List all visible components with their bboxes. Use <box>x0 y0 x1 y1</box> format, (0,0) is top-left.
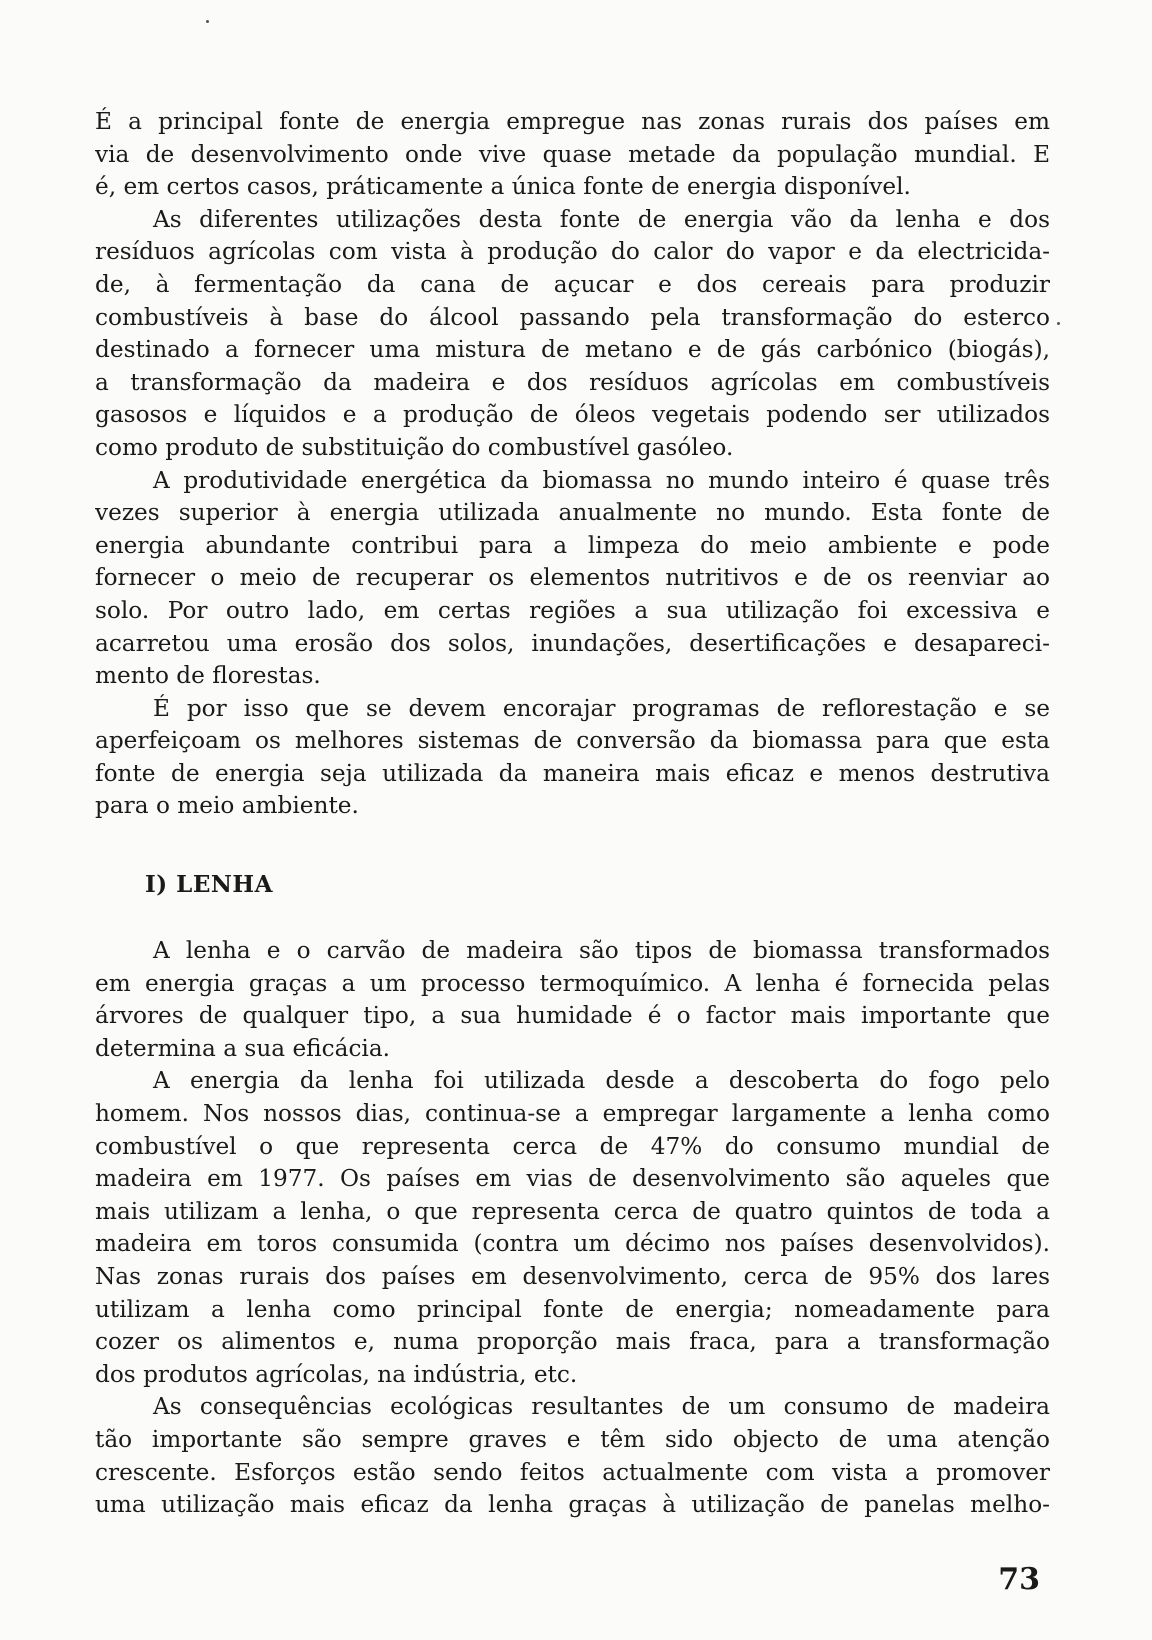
text-line: de, à fermentação da cana de açucar e dos cereais para produzir <box>95 270 1050 298</box>
text-line: combustível o que representa cerca de 47% do consumo mundial de <box>95 1132 1050 1160</box>
text-line: É por isso que se devem encorajar programas de reflorestação e se <box>153 694 1050 722</box>
section-heading: I) LENHA <box>145 871 273 898</box>
text-line: resíduos agrícolas com vista à produção do calor do vapor e da electricida- <box>95 238 1050 266</box>
text-line: As consequências ecológicas resultantes de um consumo de madeira <box>153 1393 1050 1421</box>
text-line: A energia da lenha foi utilizada desde a descoberta do fogo pelo <box>153 1067 1050 1095</box>
body-text-section-1 <box>95 106 1050 823</box>
text-line: madeira em 1977. Os países em vias de desenvolvimento são aqueles que <box>95 1165 1050 1193</box>
body-text-section-2 <box>95 935 1050 1522</box>
text-line: utilizam a lenha como principal fonte de energia; nomeadamente para <box>95 1295 1050 1323</box>
text-line: tão importante são sempre graves e têm sido objecto de uma atenção <box>95 1425 1050 1453</box>
text-line: a transformação da madeira e dos resíduos agrícolas em combustíveis <box>95 368 1050 396</box>
text-line: energia abundante contribui para a limpeza do meio ambiente e pode <box>95 531 1050 559</box>
text-line: árvores de qualquer tipo, a sua humidade é o factor mais importante que <box>95 1002 1050 1030</box>
text-line: É a principal fonte de energia empregue nas zonas rurais dos países em <box>95 108 1050 135</box>
text-line: homem. Nos nossos dias, continua-se a empregar largamente a lenha como <box>95 1099 1050 1127</box>
text-line: via de desenvolvimento onde vive quase metade da população mundial. E <box>95 140 1050 168</box>
text-line: combustíveis à base do álcool passando pela transformação do esterco <box>95 303 1050 331</box>
text-line: mento de florestas. <box>95 662 321 690</box>
scan-speck <box>1057 322 1060 325</box>
text-line: As diferentes utilizações desta fonte de energia vão da lenha e dos <box>153 205 1050 233</box>
text-line: gasosos e líquidos e a produção de óleos vegetais podendo ser utilizados <box>95 401 1050 429</box>
text-line: aperfeiçoam os melhores sistemas de conversão da biomassa para que esta <box>95 727 1050 755</box>
text-line: fornecer o meio de recuperar os elementos nutritivos e de os reenviar ao <box>95 564 1050 592</box>
text-line: destinado a fornecer uma mistura de metano e de gás carbónico (biogás), <box>95 336 1050 364</box>
text-line: Nas zonas rurais dos países em desenvolvimento, cerca de 95% dos lares <box>95 1262 1050 1290</box>
text-line: dos produtos agrícolas, na indústria, etc. <box>95 1360 578 1388</box>
text-line: solo. Por outro lado, em certas regiões a sua utilização foi excessiva e <box>95 596 1050 624</box>
page-number: 73 <box>998 1562 1040 1597</box>
text-line: vezes superior à energia utilizada anualmente no mundo. Esta fonte de <box>95 499 1050 527</box>
text-line: como produto de substituição do combustível gasóleo. <box>95 433 734 461</box>
scan-speck <box>206 20 209 23</box>
text-line: para o meio ambiente. <box>95 792 359 820</box>
text-line: fonte de energia seja utilizada da maneira mais eficaz e menos destrutiva <box>95 759 1050 787</box>
text-line: cozer os alimentos e, numa proporção mais fraca, para a transformação <box>95 1328 1050 1356</box>
text-line: madeira em toros consumida (contra um décimo nos países desenvolvidos). <box>95 1230 1050 1258</box>
text-line: determina a sua eficácia. <box>95 1034 391 1062</box>
text-line: mais utilizam a lenha, o que representa cerca de quatro quintos de toda a <box>95 1197 1050 1225</box>
text-line: A lenha e o carvão de madeira são tipos de biomassa transformados <box>153 937 1050 964</box>
text-line: uma utilização mais eficaz da lenha graças à utilização de panelas melho- <box>95 1491 1050 1519</box>
text-line: em energia graças a um processo termoquímico. A lenha é fornecida pelas <box>95 969 1050 997</box>
text-line: crescente. Esforços estão sendo feitos actualmente com vista a promover <box>95 1458 1050 1486</box>
text-line: acarretou uma erosão dos solos, inundações, desertificações e desapareci- <box>95 629 1050 657</box>
text-line: é, em certos casos, práticamente a única fonte de energia disponível. <box>95 173 911 201</box>
text-line: A produtividade energética da biomassa no mundo inteiro é quase três <box>153 466 1050 494</box>
